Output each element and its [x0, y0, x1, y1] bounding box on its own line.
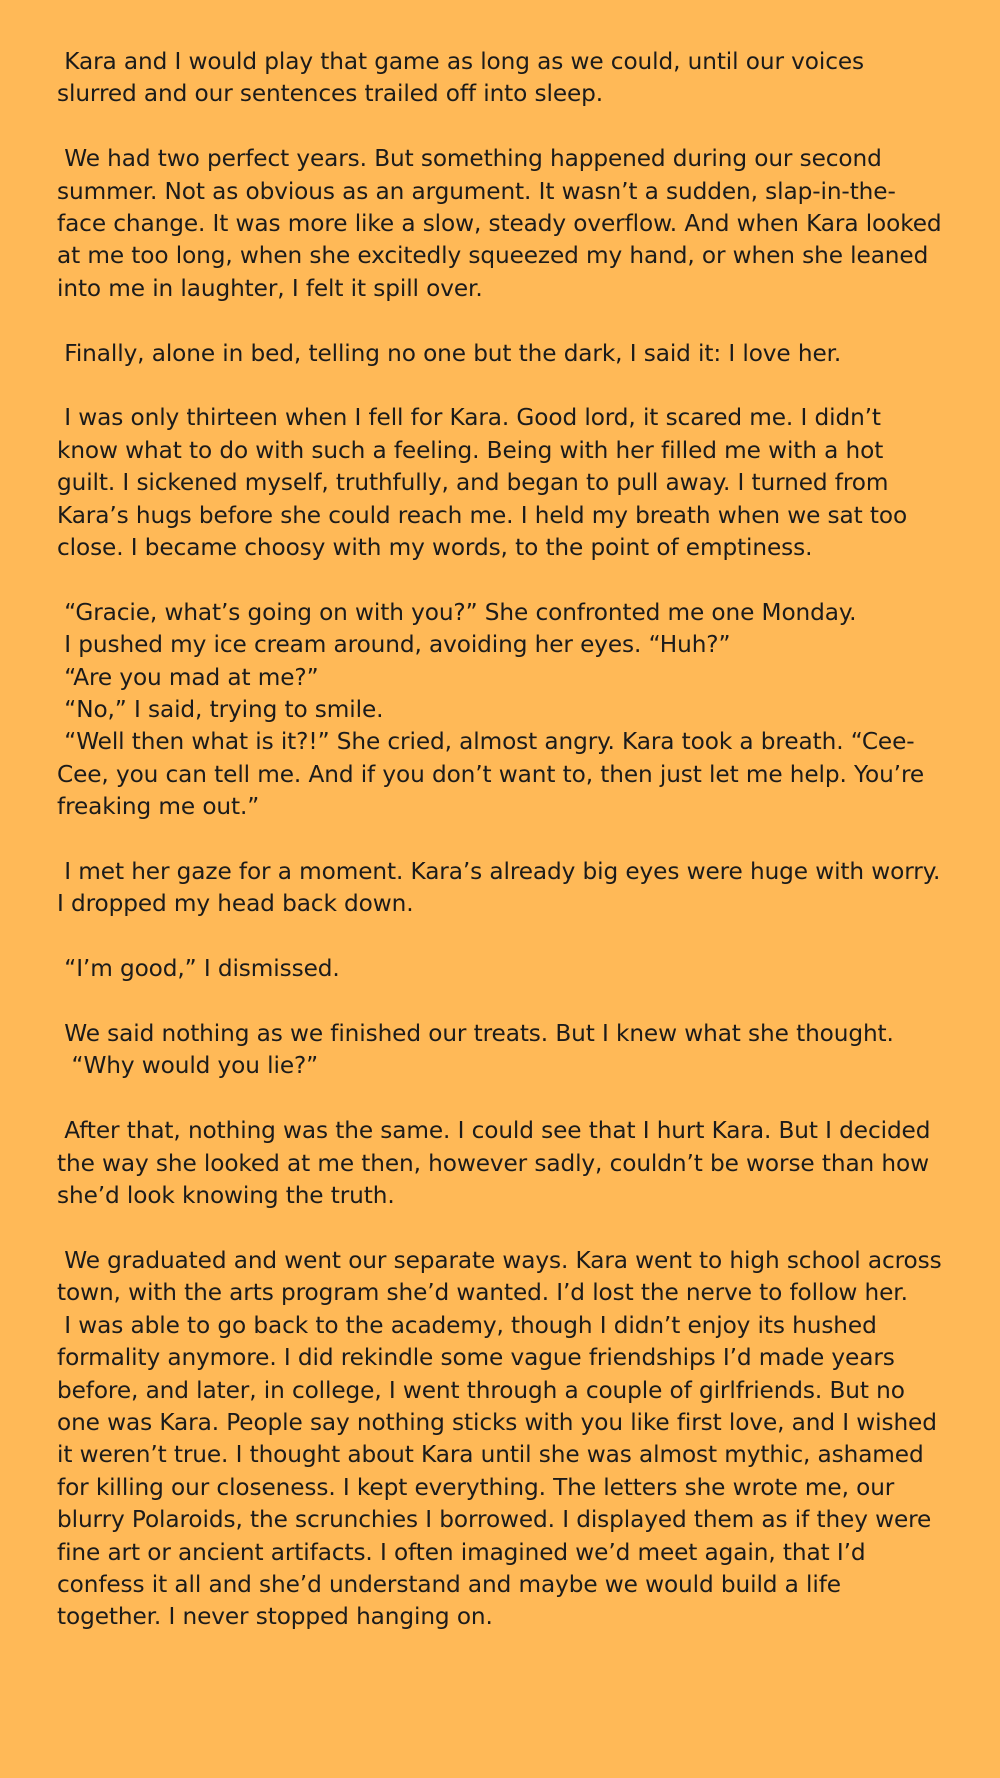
paragraph [57, 953, 944, 985]
dialogue-line: “Are you mad at me?” [57, 663, 319, 691]
dialogue-line: “No,” I said, trying to smile. [57, 696, 384, 724]
dialogue-line: “Gracie, what’s going on with you?” She confronted me one Monday. [57, 598, 857, 626]
text-line: We said nothing as we finished our treats. But I knew what she thought. [57, 1020, 894, 1048]
text-line: I was able to go back to the academy, though I didn’t enjoy its hushed formality anymore. I did rekindle some vague friendships I’d made years before, and later, in college, I went through a couple of girlfriends. But no one was Kara. People say nothing sticks with you like first love, and I wished it weren’t true. I thought about Kara until she was almost mythic, ashamed for killing our closeness. I kept everything. The letters she wrote me, our blurry Polaroids, the scrunchies I borrowed. I displayed them as if they were fine art or ancient artifacts. I often imagined we’d meet again, that I’d confess it all and she’d understand and maybe we would build a life together. I never stopped hanging on. [57, 1311, 945, 1631]
paragraph [57, 402, 944, 564]
text-line: I was only thirteen when I fell for Kara. Good lord, it scared me. I didn’t know what to do with such a feeling. Being with her filled me with a hot guilt. I sickened myself, truthfully, and began to pull away. I turned from Kara’s hugs before she could reach me. I held my breath when we sat too close. I became choosy with my words, to the point of emptiness. [57, 404, 915, 562]
paragraph [57, 143, 949, 305]
text-line: We had two perfect years. But something happened during our second summer. Not as obvious as an argument. It wasn’t a sudden, slap-in-the-face change. It was more like a slow, steady overflow. And when Kara looked at me too long, when she excitedly squeezed my hand, or when she leaned into me in laughter, I felt it spill over. [57, 145, 949, 302]
dialogue-line: I pushed my ice cream around, avoiding her eyes. “Huh?” [57, 631, 731, 659]
text-line: “Why would you lie?” [57, 1052, 319, 1080]
text-line: After that, nothing was the same. I could see that I hurt Kara. But I decided the way she looked at me then, however sadly, couldn’t be worse than how she’d look knowing the truth. [57, 1117, 938, 1210]
text-line: Kara and I would play that game as long as we could, until our voices slurred and our sentences trailed off into sleep. [57, 48, 872, 108]
text-line: “I’m good,” I dismissed. [57, 955, 340, 983]
text-line: I met her gaze for a moment. Kara’s already big eyes were huge with worry. I dropped my head back down. [57, 858, 948, 918]
paragraph [57, 46, 944, 111]
paragraph [57, 1115, 944, 1212]
paragraph [57, 1245, 949, 1634]
text-line: Finally, alone in bed, telling no one but the dark, I said it: I love her. [57, 339, 842, 367]
paragraph [57, 856, 948, 921]
paragraph [57, 1018, 944, 1083]
paragraph [57, 338, 944, 370]
text-line: We graduated and went our separate ways. Kara went to high school across town, with the arts program she’d wanted. I’d lost the nerve to follow her. [57, 1246, 949, 1307]
dialogue-block [57, 597, 944, 824]
dialogue-line: “Well then what is it?!” She cried, almost angry. Kara took a breath. “Cee-Cee, you can tell me. And if you don’t want to, then just let me help. You’re freaking me out.” [57, 728, 932, 821]
